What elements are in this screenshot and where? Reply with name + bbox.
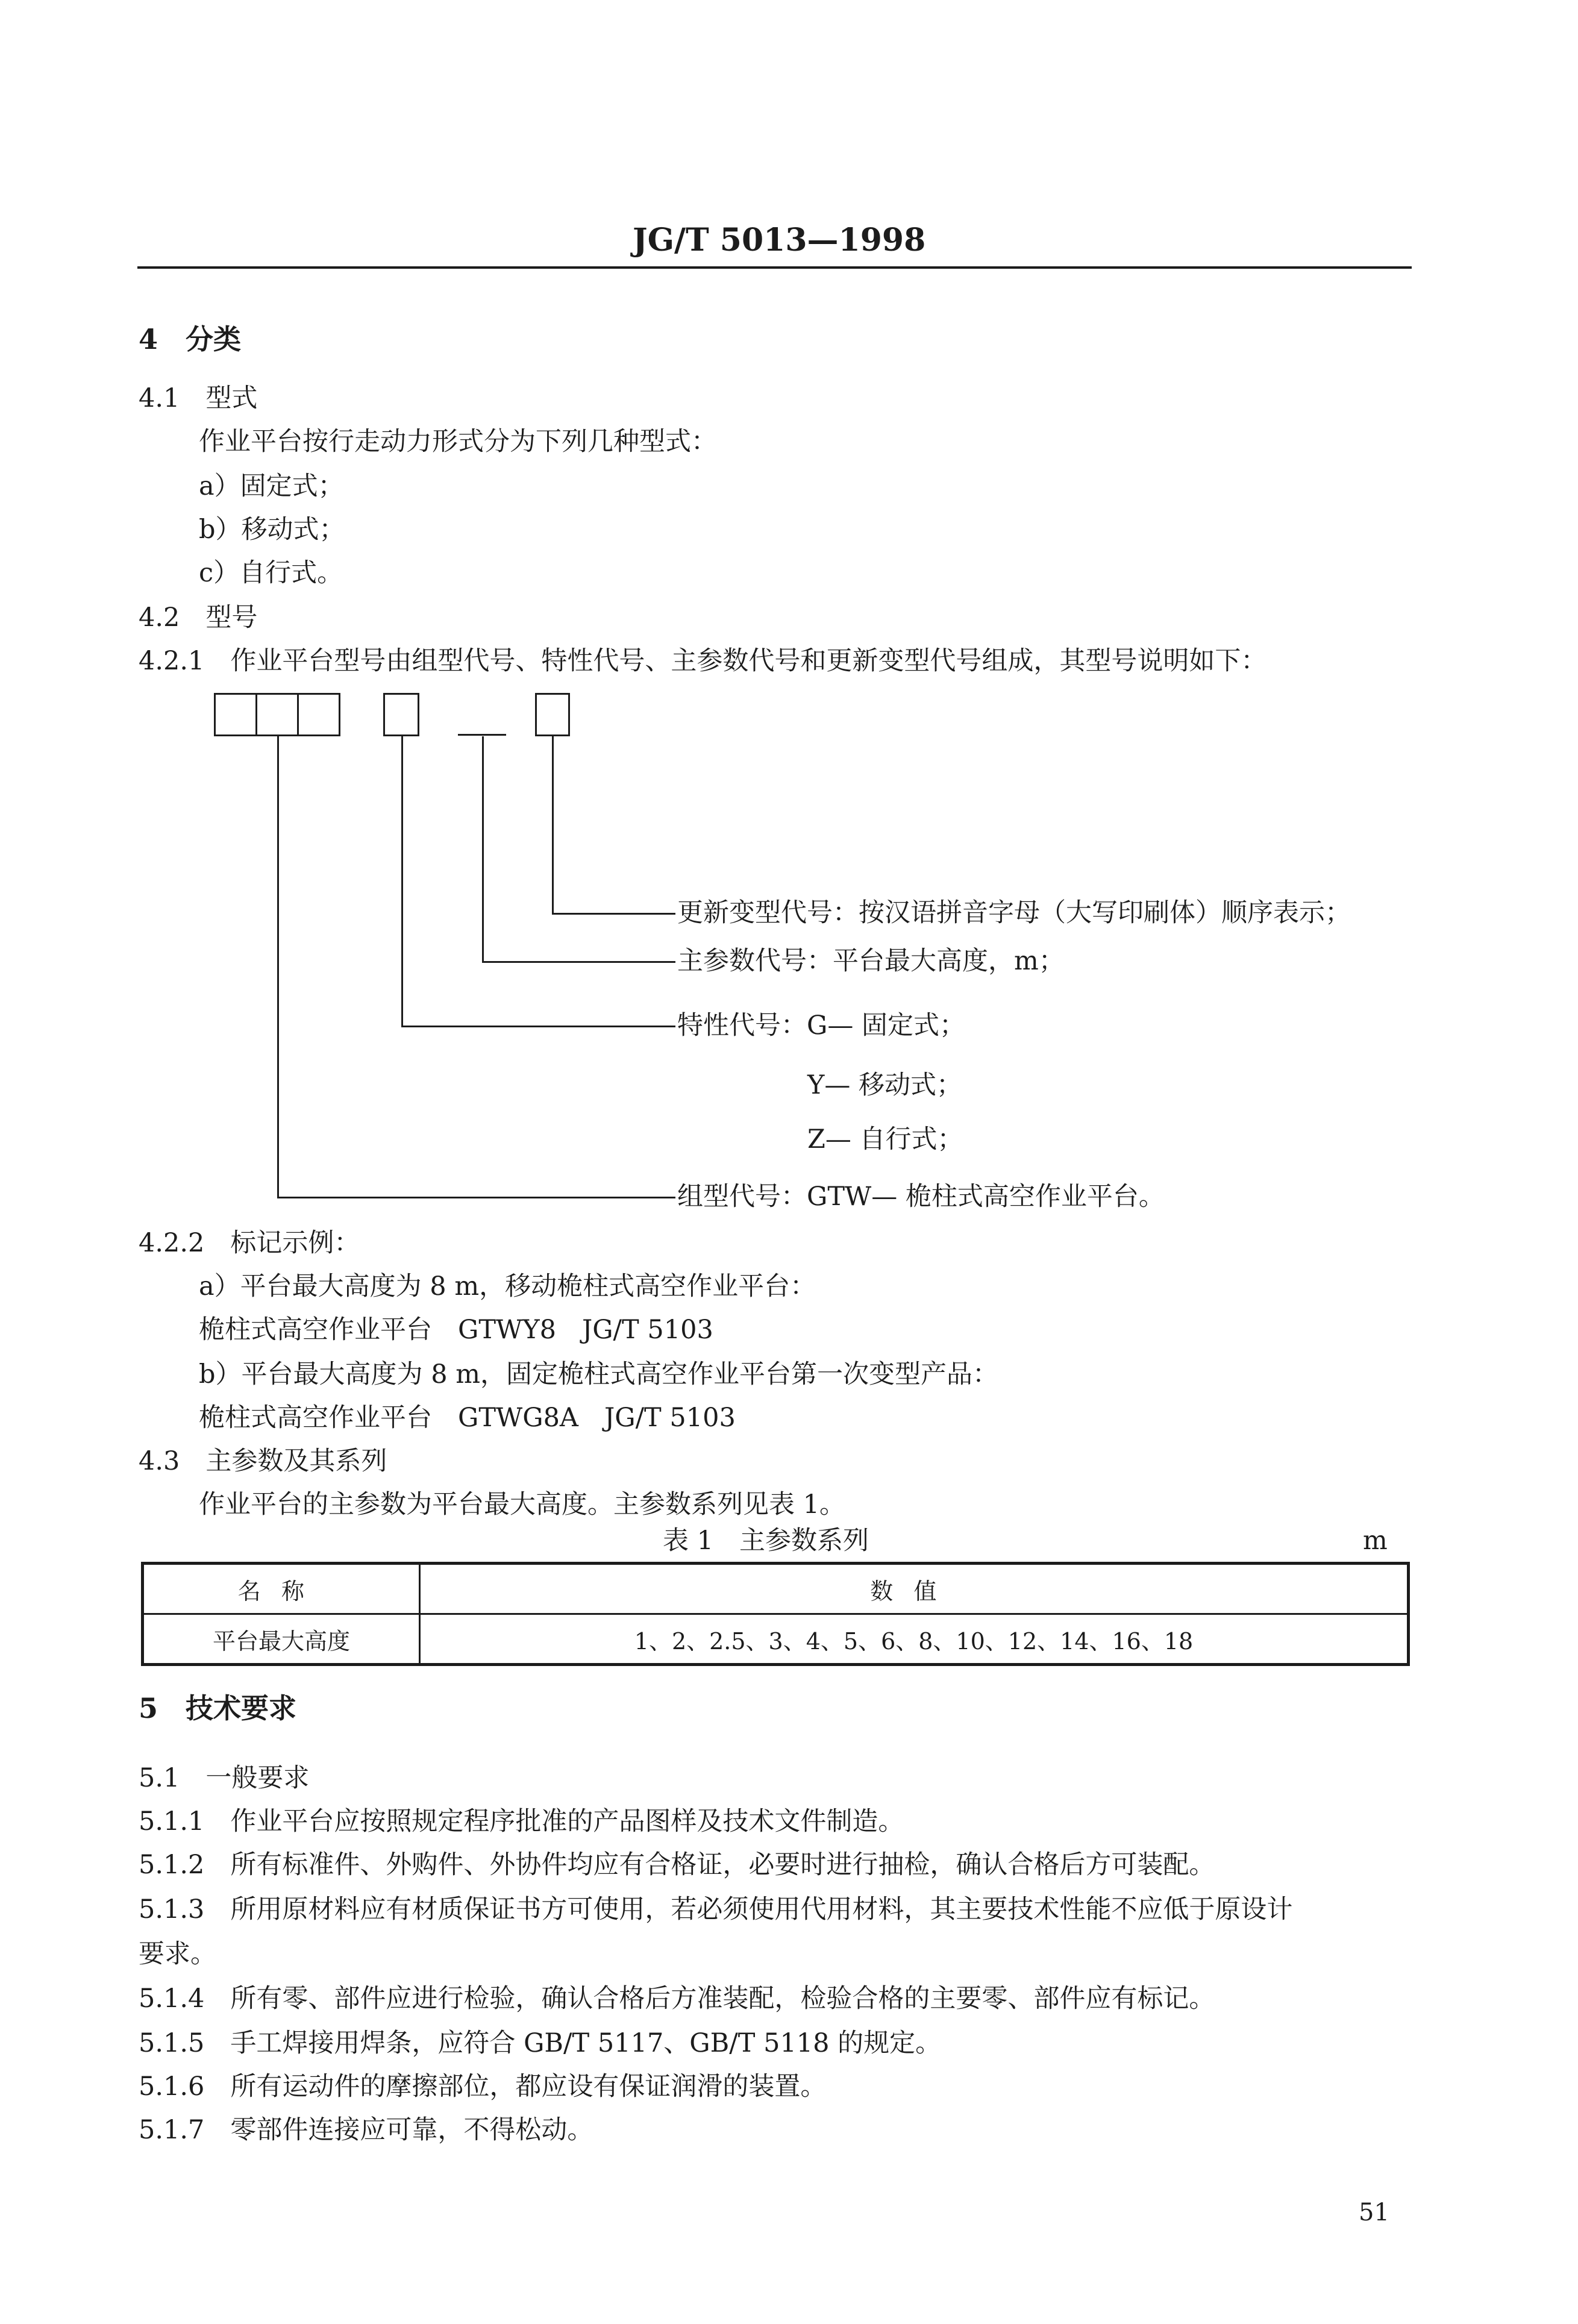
example-b-marking: 桅柱式高空作业平台 GTWG8A JG/T 5103 <box>199 1403 736 1433</box>
group-code-box-2 <box>255 693 299 736</box>
table-header-values: 数值 <box>420 1564 1409 1614</box>
clause-5-1-5: 5.1.5 手工焊接用焊条，应符合 GB/T 5117、GB/T 5118 的规定。 <box>139 2028 942 2058</box>
clause-4-1-title: 4.1 型式 <box>139 383 258 413</box>
document-code-header: JG/T 5013—1998 <box>633 222 926 258</box>
clause-5-1-3: 5.1.3 所用原材料应有材质保证书方可使用，若必须使用代用材料，其主要技术性能不应低于原设计 <box>139 1894 1293 1925</box>
clause-4-3-text: 作业平台的主参数为平台最大高度。主参数系列见表 1。 <box>199 1489 846 1520</box>
param-code-blank <box>458 734 506 736</box>
group-leader-vertical <box>277 736 279 1198</box>
feature-code-label: 特性代号：G— 固定式； <box>677 1010 966 1041</box>
table-cell-name: 平台最大高度 <box>143 1614 420 1665</box>
group-code-label: 组型代号：GTW— 桅柱式高空作业平台。 <box>677 1182 1165 1212</box>
group-leader-horizontal <box>277 1197 675 1198</box>
type-item-fixed: a）固定式； <box>199 471 344 501</box>
table-1-caption: 表 1 主参数系列 <box>663 1526 869 1556</box>
clause-5-1-4: 5.1.4 所有零、部件应进行检验，确认合格后方准装配，检验合格的主要零、部件应有标记。 <box>139 1984 1215 2014</box>
clause-5-1-2: 5.1.2 所有标准件、外购件、外协件均应有合格证，必要时进行抽检，确认合格后方可装配。 <box>139 1850 1215 1880</box>
update-code-label: 更新变型代号：按汉语拼音字母（大写印刷体）顺序表示； <box>677 898 1351 928</box>
example-b-text: b）平台最大高度为 8 m，固定桅柱式高空作业平台第一次变型产品： <box>199 1359 998 1389</box>
clause-5-1-1: 5.1.1 作业平台应按照规定程序批准的产品图样及技术文件制造。 <box>139 1806 904 1837</box>
type-item-self-propelled: c）自行式。 <box>199 558 343 588</box>
param-leader-vertical <box>482 736 484 962</box>
example-a-text: a）平台最大高度为 8 m，移动桅柱式高空作业平台： <box>199 1271 816 1301</box>
section-4-heading: 4 分类 <box>139 323 242 355</box>
table-1-unit: m <box>1363 1526 1388 1556</box>
clause-5-1-6: 5.1.6 所有运动件的摩擦部位，都应设有保证润滑的装置。 <box>139 2072 827 2102</box>
update-leader-vertical <box>552 736 554 914</box>
feature-leader-vertical <box>401 736 403 1027</box>
update-code-box <box>535 693 570 736</box>
feature-leader-horizontal <box>401 1026 675 1027</box>
clause-4-2-1-text: 4.2.1 作业平台型号由组型代号、特性代号、主参数代号和更新变型代号组成，其型号说明如下： <box>139 646 1267 676</box>
table-row <box>143 1614 1409 1665</box>
table-header-name: 名称 <box>143 1564 420 1614</box>
header-rule <box>137 266 1412 269</box>
clause-5-1-3-continued: 要求。 <box>139 1939 216 1969</box>
page-number: 51 <box>1359 2199 1389 2226</box>
param-leader-horizontal <box>482 961 675 963</box>
clause-5-1-7: 5.1.7 零部件连接应可靠，不得松动。 <box>139 2115 593 2145</box>
clause-4-3-title: 4.3 主参数及其系列 <box>139 1446 387 1476</box>
feature-code-y: Y— 移动式； <box>807 1070 963 1100</box>
table-cell-values: 1、2、2.5、3、4、5、6、8、10、12、14、16、18 <box>420 1614 1409 1665</box>
group-code-box-3 <box>297 693 340 736</box>
update-leader-horizontal <box>552 913 675 915</box>
clause-4-1-intro: 作业平台按行走动力形式分为下列几种型式： <box>199 427 717 457</box>
feature-code-box <box>383 693 419 736</box>
clause-4-2-2-title: 4.2.2 标记示例： <box>139 1228 360 1258</box>
param-code-label: 主参数代号：平台最大高度，m； <box>677 946 1065 976</box>
section-5-heading: 5 技术要求 <box>139 1692 297 1724</box>
main-parameter-table <box>141 1562 1410 1666</box>
clause-5-1-title: 5.1 一般要求 <box>139 1763 310 1793</box>
type-item-mobile: b）移动式； <box>199 515 345 545</box>
feature-code-z: Z— 自行式； <box>807 1124 963 1154</box>
table-header-row <box>143 1564 1409 1614</box>
clause-4-2-title: 4.2 型号 <box>139 603 258 633</box>
group-code-box-1 <box>214 693 257 736</box>
example-a-marking: 桅柱式高空作业平台 GTWY8 JG/T 5103 <box>199 1315 713 1345</box>
